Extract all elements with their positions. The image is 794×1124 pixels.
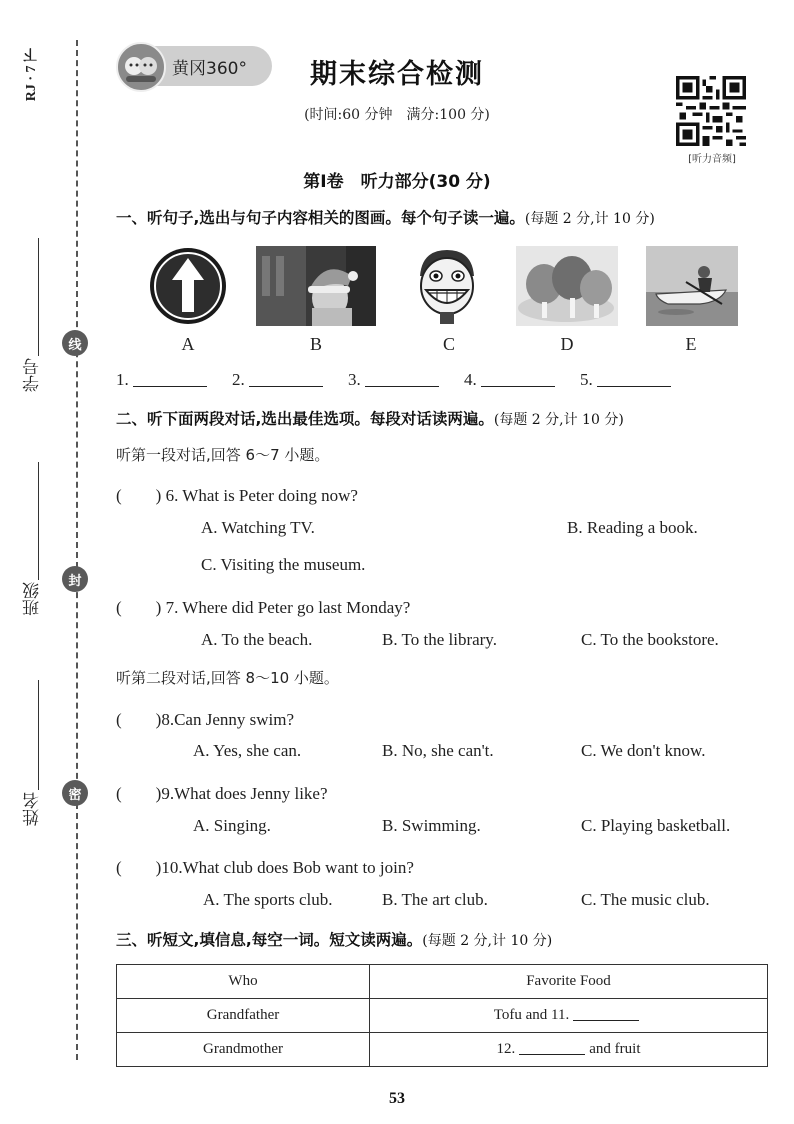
section1-title: 一、听句子,选出与句子内容相关的图画。每个句子读一遍。 <box>116 209 525 227</box>
favorite-food-table <box>116 964 768 1067</box>
question-10-text: What club does Bob want to join? <box>182 858 414 877</box>
q10-option-a: A. The sports club. <box>203 890 333 909</box>
question-6-prefix[interactable]: ( ) 6. <box>116 486 179 505</box>
picture-c[interactable] <box>412 246 482 326</box>
q8-option-a: A. Yes, she can. <box>193 741 302 760</box>
page-title: 期末综合检测 <box>310 59 484 90</box>
section3-heading <box>116 928 552 950</box>
section2-note: (每题 2 分,计 10 分) <box>493 412 624 428</box>
question-9-prefix[interactable]: ( )9. <box>116 784 175 803</box>
q9-option-c: C. Playing basketball. <box>581 816 731 835</box>
answer-line-3[interactable] <box>365 386 439 387</box>
answer-line-12[interactable] <box>519 1054 585 1055</box>
christmas-person-photo-icon <box>256 246 376 326</box>
section1-heading <box>116 206 655 228</box>
question-9-text: What does Jenny like? <box>174 784 328 803</box>
answer-blank-5: 5. <box>580 370 671 390</box>
name-label: 姓名 <box>23 792 43 826</box>
section3-note: (每题 2 分,计 10 分) <box>422 933 553 949</box>
question-6 <box>116 481 358 506</box>
answer-blank-1: 1. <box>116 370 207 390</box>
q8-option-b: B. No, she can't. <box>382 741 494 760</box>
picture-label-a: A <box>181 334 195 354</box>
q9-option-b: B. Swimming. <box>382 816 481 835</box>
q7-option-a: A. To the beach. <box>201 630 313 649</box>
qr-code-icon[interactable] <box>676 76 746 146</box>
table-header-food: Favorite Food <box>370 965 768 999</box>
table-row <box>117 1033 768 1067</box>
section2-heading <box>116 407 624 429</box>
answer-line-2[interactable] <box>249 386 323 387</box>
answer-line-11[interactable] <box>573 1020 639 1021</box>
q6-option-b: B. Reading a book. <box>567 518 698 537</box>
answer-blank-4: 4. <box>464 370 555 390</box>
qr-caption: [听力音频] <box>688 154 736 165</box>
q10-option-b: B. The art club. <box>382 890 488 909</box>
q8-option-c: C. We don't know. <box>581 741 706 760</box>
q9-option-a: A. Singing. <box>193 816 271 835</box>
picture-label-b: B <box>309 334 322 354</box>
table-header-who: Who <box>117 965 370 999</box>
picture-d[interactable] <box>516 246 618 326</box>
question-8 <box>116 705 294 730</box>
edition-label: RJ · 7 下 <box>24 48 39 102</box>
question-7 <box>116 593 410 618</box>
question-7-prefix[interactable]: ( ) 7. <box>116 598 179 617</box>
question-10 <box>116 853 414 878</box>
answer-line-4[interactable] <box>481 386 555 387</box>
answer-line-5[interactable] <box>597 386 671 387</box>
name-field[interactable] <box>38 680 39 790</box>
dialog2-intro: 听第二段对话,回答 8～10 小题。 <box>116 669 339 687</box>
boating-photo-icon <box>646 246 738 326</box>
question-7-text: Where did Peter go last Monday? <box>182 598 411 617</box>
section3-title: 三、听短文,填信息,每空一词。短文读两遍。 <box>116 931 423 949</box>
q6-option-c: C. Visiting the museum. <box>201 555 366 574</box>
page-number: 53 <box>389 1090 405 1107</box>
roast-chicken-photo-icon <box>516 246 618 326</box>
q6-option-a: A. Watching TV. <box>201 518 315 537</box>
picture-e[interactable] <box>646 246 738 326</box>
student-id-label: 学号 <box>23 358 43 392</box>
picture-label-e: E <box>685 334 697 354</box>
table-cell-food: Tofu and 11. <box>370 999 768 1033</box>
dialog1-intro: 听第一段对话,回答 6～7 小题。 <box>116 446 330 464</box>
class-label: 班级 <box>23 582 43 616</box>
q7-option-c: C. To the bookstore. <box>581 630 719 649</box>
table-cell-who: Grandmother <box>117 1033 370 1067</box>
question-10-prefix[interactable]: ( )10. <box>116 858 183 877</box>
question-8-prefix[interactable]: ( )8. <box>116 710 175 729</box>
q10-option-c: C. The music club. <box>581 890 710 909</box>
answer-blank-3: 3. <box>348 370 439 390</box>
brand-name: 黄冈360° <box>172 59 247 79</box>
picture-label-d: D <box>560 334 574 354</box>
section1-note: (每题 2 分,计 10 分) <box>524 211 655 227</box>
answer-blank-2: 2. <box>232 370 323 390</box>
answer-line-1[interactable] <box>133 386 207 387</box>
q7-option-b: B. To the library. <box>382 630 497 649</box>
class-field[interactable] <box>38 462 39 580</box>
table-cell-who: Grandfather <box>117 999 370 1033</box>
seal-seal-badge: 封 <box>62 566 88 592</box>
seal-line-badge: 线 <box>62 330 88 356</box>
question-6-text: What is Peter doing now? <box>182 486 358 505</box>
binding-cut-line <box>76 40 78 1060</box>
table-header-row <box>117 965 768 999</box>
section2-title: 二、听下面两段对话,选出最佳选项。每段对话读两遍。 <box>116 410 494 428</box>
picture-a[interactable] <box>148 246 228 326</box>
table-cell-food: 12. and fruit <box>370 1033 768 1067</box>
picture-label-c: C <box>442 334 455 354</box>
table-row <box>117 999 768 1033</box>
picture-b[interactable] <box>256 246 376 326</box>
question-8-text: Can Jenny swim? <box>174 710 295 729</box>
arrow-up-sign-icon <box>148 246 228 326</box>
student-id-field[interactable] <box>38 238 39 356</box>
question-9 <box>116 779 328 804</box>
exam-time-score: (时间:60 分钟 满分:100 分) <box>304 107 490 123</box>
smiling-clown-face-icon <box>412 246 482 326</box>
part-title: 第Ⅰ卷 听力部分(30 分) <box>303 172 491 192</box>
seal-secret-badge: 密 <box>62 780 88 806</box>
